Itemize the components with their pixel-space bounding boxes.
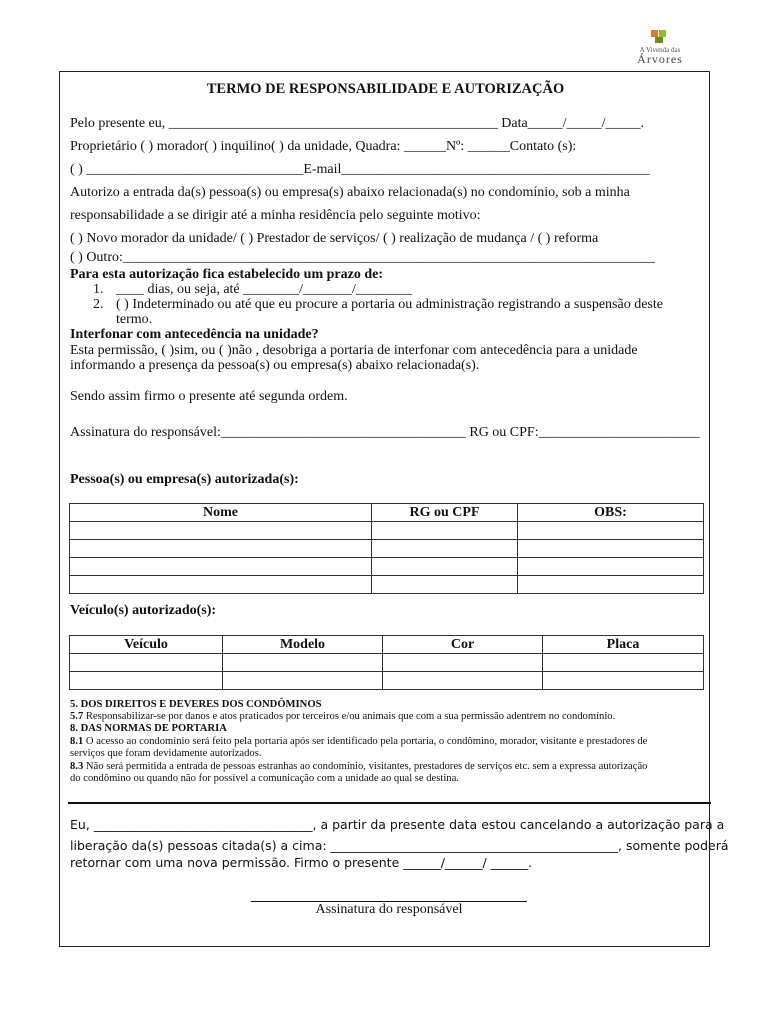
table-header-row (70, 504, 704, 522)
table-cell[interactable] (70, 654, 223, 672)
authorize-text-2: responsabilidade a se dirigir até a minha residência pelo seguinte motivo: (70, 208, 481, 223)
authorize-text-1: Autorizo a entrada da(s) pessoa(s) ou empresa(s) abaixo relacionada(s) no condomínio, sob a minha (70, 185, 630, 200)
prazo-item-2-number: 2. (93, 297, 104, 312)
rule-5-7-text: Responsabilizar-se por danos e atos praticados por terceiros e/ou animais que com a sua permissão adentrem no condomínio. (83, 711, 616, 722)
cancel-line-3[interactable]: retornar com uma nova permissão. Firmo o presente ______/______/ ______. (70, 855, 533, 870)
interfonar-heading: Interfonar com antecedência na unidade? (70, 327, 319, 342)
table-cell[interactable] (70, 540, 372, 558)
column-header-cor: Cor (383, 636, 543, 654)
table-header-row (70, 636, 704, 654)
veiculos-table (69, 635, 704, 690)
logo (630, 30, 690, 66)
table-cell[interactable] (383, 654, 543, 672)
column-header-modelo: Modelo (223, 636, 383, 654)
occupancy-line[interactable]: Proprietário ( ) morador( ) inquilino( ) da unidade, Quadra: ______Nº: ______Contato (s): (70, 139, 577, 154)
table-cell[interactable] (70, 558, 372, 576)
motive-other[interactable]: ( ) Outro:____________________________________________________________________________ (70, 250, 655, 265)
rule-8-1-text: O acesso ao condomínio será feito pela portaria após ser identificado pela portaria, o condômino, morador, visitante e prestadores de (83, 736, 648, 747)
table-cell[interactable] (372, 522, 518, 540)
column-header-rg-cpf: RG ou CPF (372, 504, 518, 522)
rule-8-1-number: 8.1 (70, 736, 84, 747)
section-8-heading: 8. DAS NORMAS DE PORTARIA (70, 723, 227, 734)
pessoas-table (69, 503, 704, 594)
prazo-item-2-cont: termo. (116, 312, 153, 327)
pessoas-heading: Pessoa(s) ou empresa(s) autorizada(s): (70, 472, 299, 487)
rule-8-3-cont: do condômino ou quando não for possível a comunicação com a unidade ao qual se destina. (70, 773, 459, 784)
table-cell[interactable] (70, 576, 372, 594)
logo-small-text: A Vivenda das (639, 46, 681, 54)
table-row (70, 576, 704, 594)
form-title: TERMO DE RESPONSABILIDADE E AUTORIZAÇÃO (206, 81, 565, 97)
table-row (70, 672, 704, 690)
prazo-heading: Para esta autorização fica estabelecido um prazo de: (70, 267, 383, 282)
table-cell[interactable] (372, 558, 518, 576)
rule-8-3-number: 8.3 (70, 761, 84, 772)
interfonar-text-2: informando a presença da pessoa(s) ou empresa(s) abaixo relacionada(s). (70, 358, 480, 373)
table-cell[interactable] (372, 540, 518, 558)
veiculos-heading: Veículo(s) autorizado(s): (70, 603, 217, 618)
name-date-line[interactable]: Pelo presente eu, _______________________________________________ Data_____/_____/_____. (70, 116, 644, 131)
table-cell[interactable] (518, 576, 704, 594)
table-cell[interactable] (223, 654, 383, 672)
table-cell[interactable] (543, 672, 704, 690)
table-cell[interactable] (383, 672, 543, 690)
table-cell[interactable] (518, 522, 704, 540)
rule-5-7 (70, 711, 615, 723)
column-header-veiculo: Veículo (70, 636, 223, 654)
table-cell[interactable] (223, 672, 383, 690)
logo-mark-icon (651, 30, 667, 44)
cancel-line-2[interactable]: liberação da(s) pessoas citada(s) a cima: ______________________________________________, somente poderá (70, 838, 729, 853)
motive-options[interactable]: ( ) Novo morador da unidade/ ( ) Prestador de serviços/ ( ) realização de mudança / ( ) reforma (70, 231, 599, 246)
rule-5-7-number: 5.7 (70, 711, 84, 722)
section-5-heading: 5. DOS DIREITOS E DEVERES DOS CONDÔMINOS (70, 699, 322, 710)
prazo-item-1[interactable]: ____ dias, ou seja, até ________/_______/________ (116, 282, 412, 297)
table-cell[interactable] (518, 540, 704, 558)
column-header-placa: Placa (543, 636, 704, 654)
rule-8-1 (70, 736, 647, 748)
column-header-obs: OBS: (518, 504, 704, 522)
firmo-text: Sendo assim firmo o presente até segunda ordem. (70, 389, 348, 404)
table-row (70, 558, 704, 576)
table-cell[interactable] (372, 576, 518, 594)
rule-8-1-cont: serviços que foram devidamente autorizados. (70, 748, 262, 759)
table-cell[interactable] (518, 558, 704, 576)
prazo-item-1-number: 1. (93, 282, 104, 297)
form-frame (59, 71, 729, 947)
table-row (70, 540, 704, 558)
column-header-nome: Nome (70, 504, 372, 522)
signature-label: Assinatura do responsável (315, 902, 463, 917)
interfonar-text-1[interactable]: Esta permissão, ( )sim, ou ( )não , desobriga a portaria de interfonar com antecedência para a unidade (70, 343, 638, 358)
section-divider (68, 802, 711, 804)
table-cell[interactable] (70, 522, 372, 540)
table-row (70, 522, 704, 540)
contact-email-line[interactable]: ( ) _______________________________E-mail____________________________________________ (70, 162, 650, 177)
signature-rg-line[interactable]: Assinatura do responsável:___________________________________ RG ou CPF:_______________________ (70, 425, 700, 440)
rule-8-3 (70, 761, 647, 773)
cancel-line-1[interactable]: Eu, ___________________________________, a partir da presente data estou cancelando a autorização para a (70, 817, 725, 832)
table-cell[interactable] (543, 654, 704, 672)
prazo-item-2[interactable]: ( ) Indeterminado ou até que eu procure a portaria ou administração registrando a suspensão deste (116, 297, 663, 312)
rule-8-3-text: Não será permitida a entrada de pessoas estranhas ao condomínio, visitantes, prestadores de serviços etc. sem a expressa autorização (83, 761, 648, 772)
table-row (70, 654, 704, 672)
table-cell[interactable] (70, 672, 223, 690)
logo-big-text: Árvores (637, 52, 683, 66)
